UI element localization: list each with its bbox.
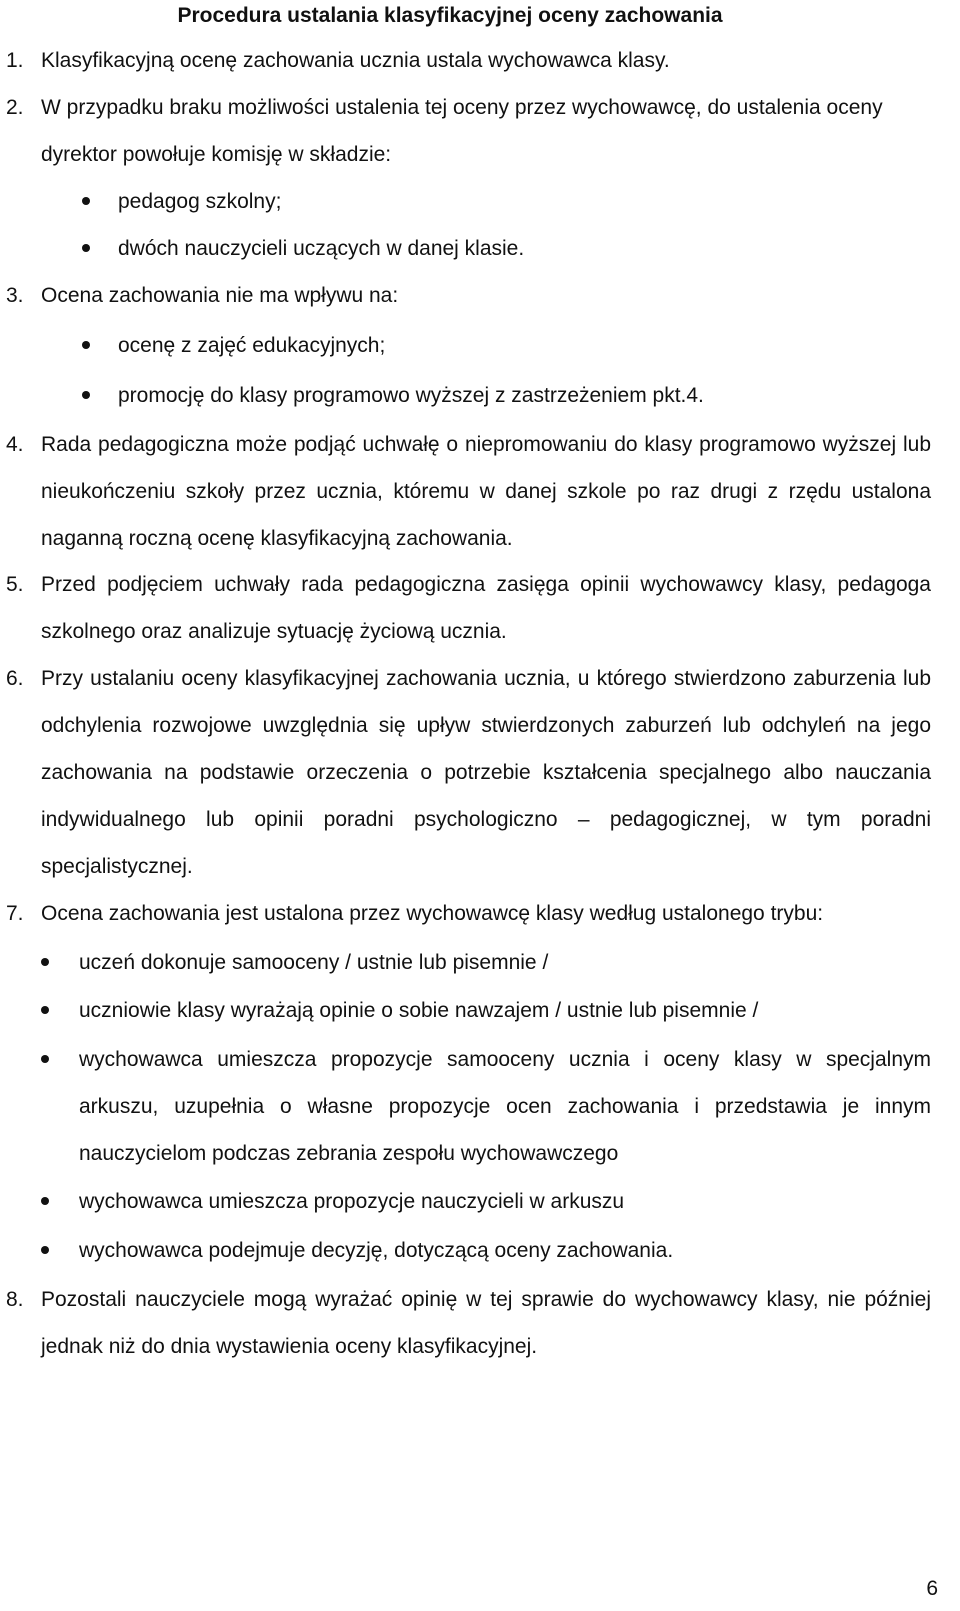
bullet-icon (82, 341, 90, 349)
list-item-5 (0, 561, 940, 655)
item-text: Przed podjęciem uchwały rada pedagogiczna zasięga opinii wychowawcy klasy, pedagoga szkolnego oraz analizuje sytuację życiową ucznia. (41, 573, 931, 643)
bullet-text: dwóch nauczycieli uczących w danej klasie. (118, 237, 525, 260)
item-text: W przypadku braku możliwości ustalenia tej oceny przez wychowawcę, do ustalenia oceny dyrektor powołuje komisję w składzie: (41, 96, 883, 166)
list-item-4 (0, 421, 940, 562)
item-number: 6. (6, 667, 24, 690)
item-number: 7. (6, 902, 24, 925)
bullet-icon (41, 1055, 49, 1063)
list-item-6 (0, 655, 940, 890)
page-number: 6 (926, 1577, 938, 1600)
bullet-text: uczeń dokonuje samooceny / ustnie lub pisemnie / (79, 951, 549, 974)
bullet-text: wychowawca podejmuje decyzję, dotyczącą oceny zachowania. (79, 1239, 674, 1262)
bullet-text: uczniowie klasy wyrażają opinie o sobie nawzajem / ustnie lub pisemnie / (79, 999, 759, 1022)
bullet-icon (41, 1197, 49, 1205)
item-number: 1. (6, 49, 24, 72)
bullet-icon (41, 958, 49, 966)
bullet-icon (82, 197, 90, 205)
list-item-8 (0, 1276, 940, 1370)
item-text: Ocena zachowania nie ma wpływu na: (41, 284, 399, 307)
bullet-text: ocenę z zajęć edukacyjnych; (118, 334, 386, 357)
list-item-2 (0, 84, 940, 178)
document-title: Procedura ustalania klasyfikacyjnej oceny zachowania (177, 4, 723, 27)
bullet-icon (41, 1006, 49, 1014)
item-text: Przy ustalaniu oceny klasyfikacyjnej zachowania ucznia, u którego stwierdzono zaburzenia lub odchylenia rozwojowe uwzględnia się upływ stwierdzonych zaburzeń lub odchyleń na jego zachowania na podstawie orzeczenia o potrzebie kształcenia specjalnego albo nauczania indywidualnego lub opinii poradni psychologiczno – pedagogicznej, w tym poradni specjalistycznej. (41, 667, 931, 878)
bullet-icon (82, 244, 90, 252)
item-number: 5. (6, 573, 24, 596)
item-number: 3. (6, 284, 24, 307)
item-text: Rada pedagogiczna może podjąć uchwałę o niepromowaniu do klasy programowo wyższej lub nieukończeniu szkoły przez ucznia, któremu w danej szkole po raz drugi z rzędu ustalona naganną roczną ocenę klasyfikacyjną zachowania. (41, 433, 931, 550)
item-number: 2. (6, 96, 24, 119)
bullet-text: wychowawca umieszcza propozycje nauczycieli w arkuszu (79, 1190, 625, 1213)
item-number: 8. (6, 1288, 24, 1311)
bullet-icon (82, 391, 90, 399)
bullet-icon (41, 1246, 49, 1254)
bullet-text: pedagog szkolny; (118, 190, 282, 213)
item-text: Klasyfikacyjną ocenę zachowania ucznia ustala wychowawca klasy. (41, 49, 670, 72)
item-text: Ocena zachowania jest ustalona przez wychowawcę klasy według ustalonego trybu: (41, 902, 824, 925)
bullet-text: wychowawca umieszcza propozycje samooceny ucznia i oceny klasy w specjalnym arkuszu, uzupełnia o własne propozycje ocen zachowania i przedstawia je innym nauczycielom podczas zebrania zespołu wychowawczego (79, 1048, 931, 1165)
item-number: 4. (6, 433, 24, 456)
item-text: Pozostali nauczyciele mogą wyrażać opinię w tej sprawie do wychowawcy klasy, nie później jednak niż do dnia wystawienia oceny klasyfikacyjnej. (41, 1288, 931, 1358)
bullet-text: promocję do klasy programowo wyższej z zastrzeżeniem pkt.4. (118, 384, 704, 407)
